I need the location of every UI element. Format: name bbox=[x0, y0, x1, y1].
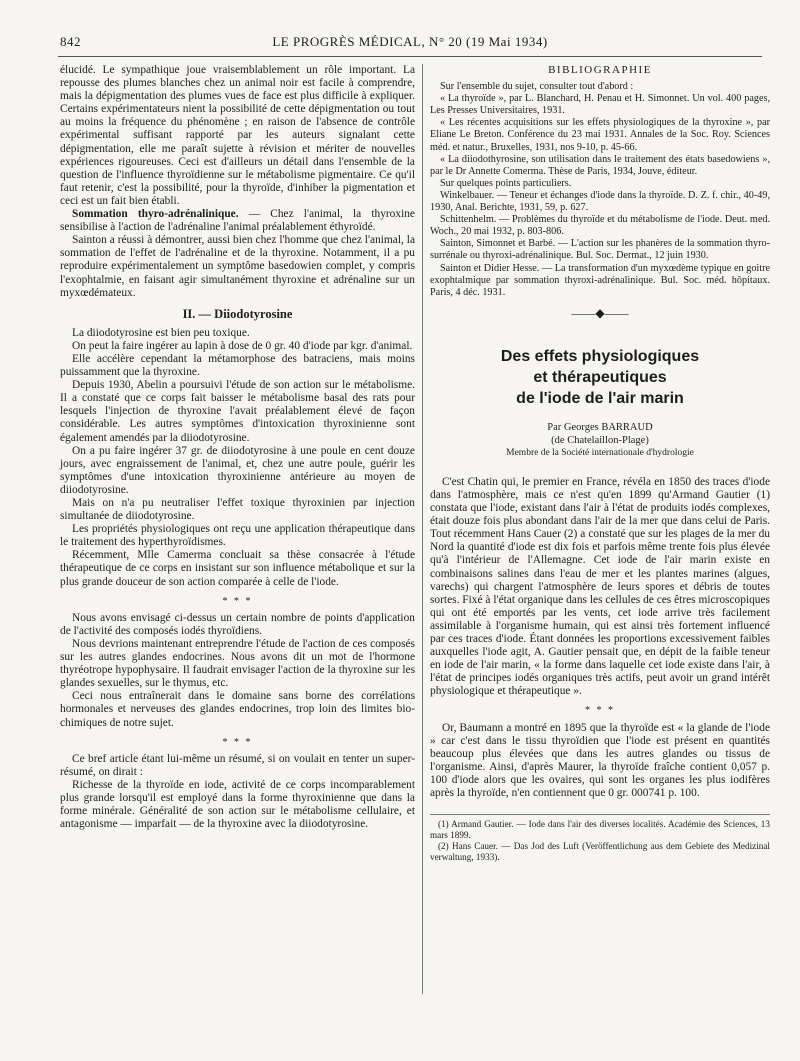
paragraph: Ceci nous entraînerait dans le domaine sans borne des corrélations hormonales et nerveuses des glandes endocrines, trop loin des limites bio-chimiques de notre sujet. bbox=[60, 690, 415, 729]
bibliography-entry: Sur quelques points particuliers. bbox=[440, 177, 572, 189]
paragraph: Récemment, Mlle Camerma concluait sa thèse consacrée à l'étude thérapeutique de ce corps en insistant sur son influence métabolique et sur la plus grande douceur de son action comparée à celle de l'iode. bbox=[60, 549, 415, 588]
paragraph: C'est Chatin qui, le premier en France, révéla en 1850 des traces d'iode dans l'atmosphère, mais ce n'est qu'en 1899 qu'Armand Gautier (1) constata que l'iode, existant dans l'air à l'état de produits iodés complexes, était douze fois plus abondant dans l'air de la mer que dans celui de Paris. Tout récemment Hans Cauer (2) a constaté que sur les plages de la mer du Nord la quantité d'iode est dix fois et parfois même trente fois plus élevée qu'à l'intérieur de l'Allemagne. Cet iode de l'air marin existe en combinaisons salines dans l'eau de mer et les plantes marines (algues, varechs) qui chargent l'atmosphère de leurs spores et débris de toutes sortes. Fixé à l'état organique dans les cellules de ces êtres microscopiques qui ont été emportés par les vents, cet iode arrive très facilement assimilable à l'organisme humain, qui est ainsi très fortement influencé par ces traces d'iode. Étant données les proportions excessivement faibles auxquelles l'iode agit, A. Gautier pensait que, en dépit de la faible teneur en iode de l'air marin, « la forme dans laquelle cet iode existe dans l'air, à l'état de principes iodés organiques très actifs, peut avoir un grand intérêt physiologique et thérapeutique ». bbox=[430, 475, 770, 698]
bibliography-entry: « La thyroïde », par L. Blanchard, H. Penau et H. Simonnet. Un vol. 400 pages, Les Presses Universitaires, 1931. bbox=[430, 93, 770, 117]
paragraph bbox=[60, 208, 415, 234]
paragraph: Mais on n'a pu neutraliser l'effet toxique thyroxinien par injection simultanée de diiodotyrosine. bbox=[60, 497, 415, 523]
ornament-divider: ——◆—— bbox=[571, 305, 629, 320]
separator-stars: * * * bbox=[222, 736, 253, 748]
subheading: Sommation thyro-adrénalinique. bbox=[72, 208, 239, 221]
paragraph: La diiodotyrosine est bien peu toxique. bbox=[72, 326, 250, 339]
journal-title: LE PROGRÈS MÉDICAL, N° 20 (19 Mai 1934) bbox=[272, 34, 548, 49]
paragraph: Richesse de la thyroïde en iode, activité de ce corps incomparablement plus grande lorsqu'il est employé dans la forme thyroxinienne que dans la forme minérale. Généralité de son action sur le métabolisme cellulaire, et antagonisme — imparfait — de la thyroxine avec la diiodotyrosine. bbox=[60, 778, 415, 831]
article-author: Par Georges BARRAUD bbox=[547, 421, 653, 433]
footnotes bbox=[430, 814, 770, 862]
paragraph: On a pu faire ingérer 37 gr. de diiodotyrosine à une poule en cent douze jours, avec engraissement de l'animal, et, chez une autre poule, guérir les symptômes d'une intoxication thyroxinienne antérieure au moyen de diiodotyrosine. bbox=[60, 444, 415, 496]
paragraph: Depuis 1930, Abelin a poursuivi l'étude de son action sur le métabolisme. Il a constaté que ce corps fait baisser le métabolisme basal des rats pour lesquels l'injection de thyroxine l'avait préalablement élevé de façon considérable. Les autres symptômes d'intoxication thyroxinienne sont également amendés par la diiodotyrosine. bbox=[60, 379, 415, 444]
bibliography-entry: Winkelbauer. — Teneur et échanges d'iode dans la thyroïde. D. Z. f. chir., 40-49, 1930, Anal. Berichte, 1931, 59, p. 627. bbox=[430, 189, 770, 214]
right-column bbox=[430, 64, 770, 862]
bibliography-entry: « La diiodothyrosine, son utilisation dans le traitement des états basedowiens », par le Dr Annette Comerma. Thèse de Paris, 1934, Jouve, éditeur. bbox=[430, 153, 770, 177]
footnote: (2) Hans Cauer. — Das Jod des Luft (Veröffentlichung aus dem Gebiete des Medizinal verwaltung, 1933). bbox=[430, 840, 770, 862]
paragraph: Or, Baumann a montré en 1895 que la thyroïde est « la glande de l'iode » car c'est dans le tissu thyroïdien que l'iode est présent en quantités beaucoup plus élevées que dans les autres glandes ou tissus de l'organisme. Ainsi, d'après Maurer, la thyroïde fraîche contient 0,057 p. 100 d'iode alors que les ovaires, qui sont les organes les plus iodifères après la thyroïde, n'en contiennent que 0 gr. 000741 p. 100. bbox=[430, 721, 770, 800]
bibliography-entry: « Les récentes acquisitions sur les effets physiologiques de la thyroxine », par Eliane Le Breton. Conférence du 23 mai 1931. Annales de la Soc. Roy. Sciences méd. et natur., Bruxelles, 1931, nos 9-10, p. 45-66. bbox=[430, 117, 770, 153]
article-title bbox=[430, 346, 770, 409]
bibliography-entry: Sainton, Simonnet et Barbé. — L'action sur les phanères de la sommation thyro-surrénale ou thyroxi-adrénalinique. Bul. Soc. Dermat., 12 juin 1930. bbox=[430, 238, 770, 262]
paragraph: Sainton a réussi à démontrer, aussi bien chez l'homme que chez l'animal, la sommation de l'effet de l'adrénaline et de la thyroxine. Notamment, il a pu reproduire expérimentalement un symptôme basedowien complet, y compris l'exophtalmie, en faisant agir simultanément thyroxine et adrénaline sur un myxœdémateux. bbox=[60, 234, 415, 299]
paragraph: On peut la faire ingérer au lapin à dose de 0 gr. 40 d'iode par kgr. d'animal. bbox=[72, 339, 413, 352]
section-heading: II. — Diiodotyrosine bbox=[182, 306, 293, 321]
article-title-line: Des effets physiologiques bbox=[500, 347, 700, 365]
article-title-line: et thérapeutiques bbox=[533, 368, 667, 386]
paragraph: Ce bref article étant lui-même un résumé, si on voulait en tenter un super-résumé, on dirait : bbox=[60, 752, 415, 778]
page-number: 842 bbox=[60, 34, 81, 49]
separator-stars: * * * bbox=[222, 595, 253, 607]
separator-stars: * * * bbox=[585, 705, 615, 717]
author-location: (de Chatelaillon-Plage) bbox=[551, 434, 649, 446]
paragraph: Nous avons envisagé ci-dessus un certain nombre de points d'application de l'activité des composés iodés thyroïdiens. bbox=[60, 611, 415, 637]
bibliography-list bbox=[430, 81, 770, 299]
bibliography-heading: BIBLIOGRAPHIE bbox=[548, 64, 652, 76]
article-body bbox=[430, 476, 770, 800]
running-header bbox=[60, 32, 760, 54]
paragraph-text: — Chez l'animal, la thyroxine sensibilise à l'action de l'adrénaline l'animal préalablement éthyroïdé. bbox=[60, 208, 415, 234]
paragraph: Elle accélère cependant la métamorphose des batraciens, mais moins puissamment que la thyroxine. bbox=[60, 352, 415, 379]
author-affiliation: Membre de la Société internationale d'hydrologie bbox=[506, 447, 694, 458]
bibliography-entry: Schittenhelm. — Problèmes du thyroïde et du métabolisme de l'iode. Deut. med. Woch., 20 mai 1932, p. 803-806. bbox=[430, 214, 770, 238]
paragraph: Nous devrions maintenant entreprendre l'étude de l'action de ces composés sur les autres glandes endocrines. Nous avons dit un mot de l'hormone thyréotrope hypophysaire. Il faudrait envisager l'action de la thyroxine sur les glandes sexuelles, sur le thymus, etc. bbox=[60, 637, 415, 690]
paragraph: Les propriétés physiologiques ont reçu une application thérapeutique dans le traitement des hyperthyroïdismes. bbox=[60, 523, 415, 549]
header-rule bbox=[58, 56, 762, 57]
bibliography-entry: Sainton et Didier Hesse. — La transformation d'un myxœdème typique en goitre exophtalmique par sommation thyroxi-adrénalinique. Bul. Soc. méd. hôpitaux. Paris, 4 déc. 1931. bbox=[430, 262, 770, 298]
column-divider bbox=[422, 64, 423, 994]
footnote: (1) Armand Gautier. — Iode dans l'air des diverses localités. Académie des Sciences, 13 mars 1899. bbox=[430, 819, 770, 840]
article-title-line: de l'iode de l'air marin bbox=[516, 389, 684, 407]
bibliography-entry: Sur l'ensemble du sujet, consulter tout d'abord : bbox=[440, 81, 634, 93]
left-column bbox=[60, 64, 415, 831]
paragraph: élucidé. Le sympathique joue vraisemblablement un rôle important. La repousse des plumes blanches chez un animal noir est facile à comprendre, mais la dépigmentation des plumes vues de face est plus difficile à expliquer. Certains expérimentateurs nient la possibilité de cette dépigmentation ou tout au moins la fréquence du phénomène ; en raison de l'absence de contrôle expérimental suffisant rapporté par les auteurs signalant cette dépigmentation, elle me paraît sujette à révision et mériter de nouvelles expériences rigoureuses. Ceci est d'ailleurs un détail dans l'ensemble de la question de l'influence thyroïdienne sur le métabolisme pigmentaire. Ce qu'il faut retenir, c'est la possibilité, pour la thyroïde, d'inhiber la pigmentation et ceci est un fait bien établi. bbox=[60, 64, 415, 207]
